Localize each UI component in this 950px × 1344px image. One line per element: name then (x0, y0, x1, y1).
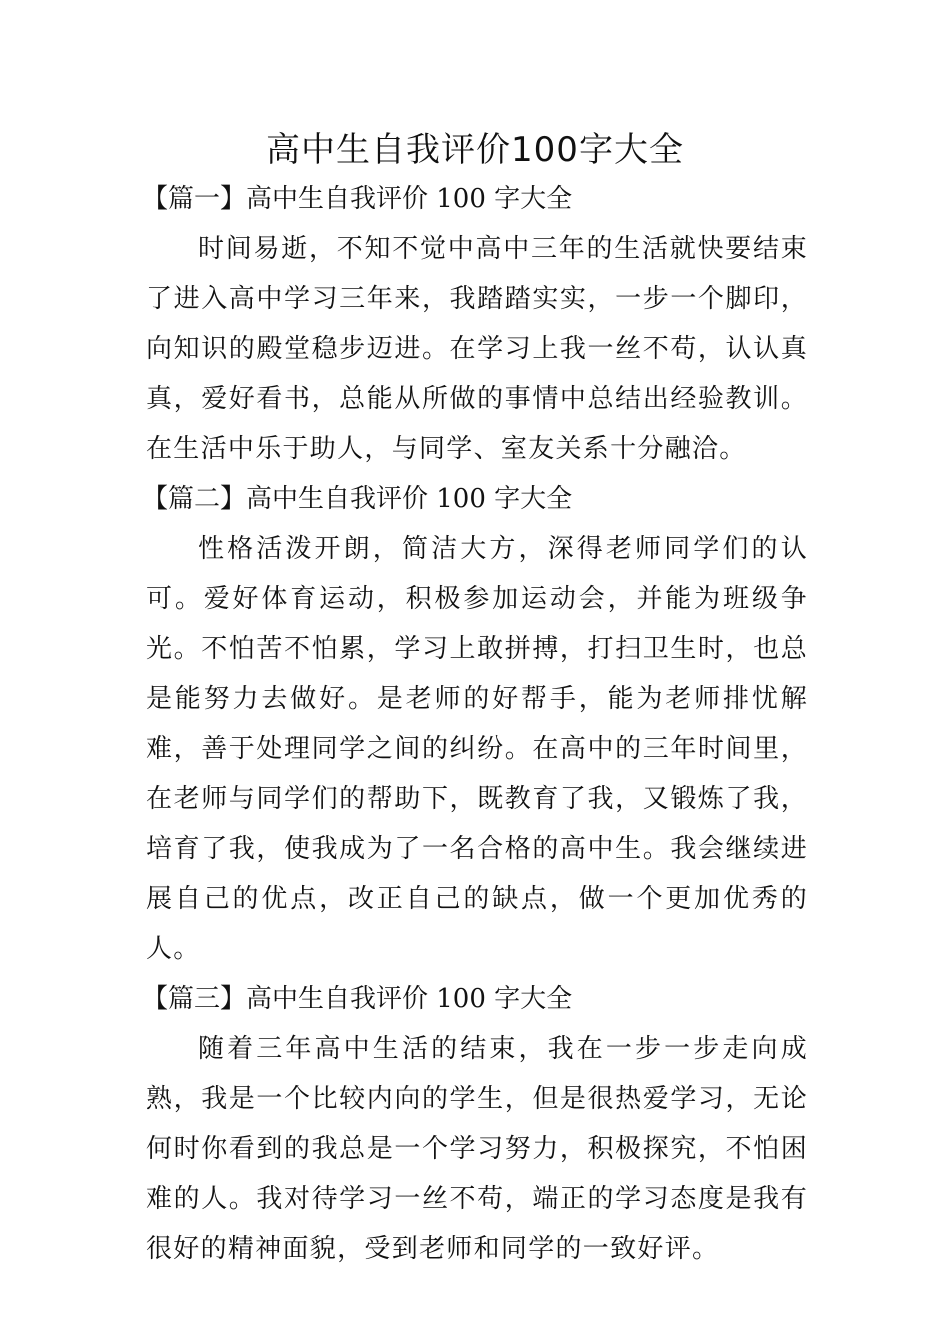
section-3 (142, 974, 808, 1274)
section-heading: 【篇三】高中生自我评价 100 字大全 (142, 984, 573, 1014)
section-paragraph: 时间易逝，不知不觉中高中三年的生活就快要结束了进入高中学习三年来，我踏踏实实，一步一个脚印，向知识的殿堂稳步迈进。在学习上我一丝不苟，认认真真，爱好看书，总能从所做的事情中总结出经验教训。在生活中乐于助人，与同学、室友关系十分融洽。 (146, 234, 808, 464)
section-heading: 【篇一】高中生自我评价 100 字大全 (142, 184, 573, 214)
section-1 (142, 174, 808, 474)
section-paragraph: 性格活泼开朗，简洁大方，深得老师同学们的认可。爱好体育运动，积极参加运动会，并能为班级争光。不怕苦不怕累，学习上敢拼搏，打扫卫生时，也总是能努力去做好。是老师的好帮手，能为老师排忧解难，善于处理同学之间的纠纷。在高中的三年时间里，在老师与同学们的帮助下，既教育了我，又锻炼了我，培育了我，使我成为了一名合格的高中生。我会继续进展自己的优点，改正自己的缺点，做一个更加优秀的人。 (146, 534, 808, 964)
document-title: 高中生自我评价100字大全 (266, 130, 684, 170)
document-body (142, 174, 808, 1274)
section-paragraph: 随着三年高中生活的结束，我在一步一步走向成熟，我是一个比较内向的学生，但是很热爱学习，无论何时你看到的我总是一个学习努力，积极探究，不怕困难的人。我对待学习一丝不苟，端正的学习态度是我有很好的精神面貌，受到老师和同学的一致好评。 (146, 1034, 808, 1264)
section-heading: 【篇二】高中生自我评价 100 字大全 (142, 484, 573, 514)
section-2 (142, 474, 808, 974)
